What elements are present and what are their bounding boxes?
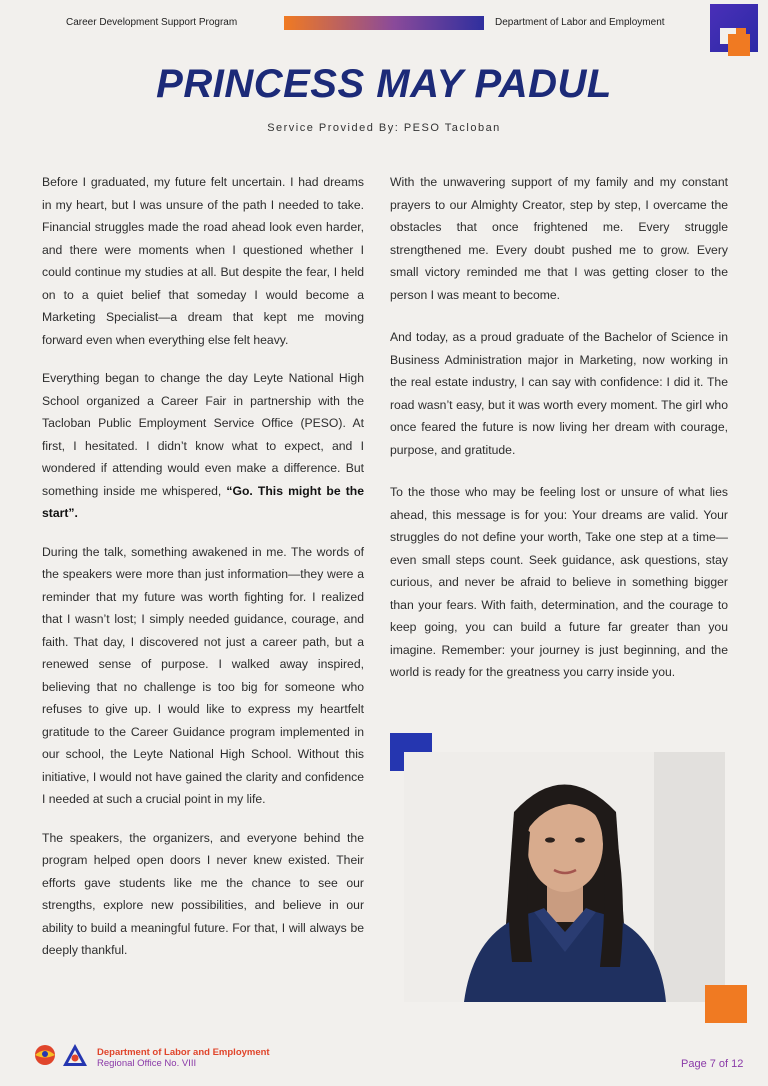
left-paragraph-2-text: Everything began to change the day Leyte National High School organized a Career Fair in partnership with the Tacloban Public Employment Service Office (PESO). At first, I hesitated. I didn’t know what to expect, and I wondered if attending would even make a difference. But something inside me whispered,: [42, 371, 364, 498]
page-number: Page 7 of 12: [681, 1058, 744, 1070]
page-subtitle: Service Provided By: PESO Tacloban: [267, 122, 501, 134]
portrait-illustration: [404, 752, 725, 1002]
footer-regional-office: Regional Office No. VIII: [97, 1058, 197, 1069]
portrait-photo: [404, 752, 725, 1002]
header-gradient-bar: [284, 16, 484, 30]
right-column: [390, 171, 728, 704]
left-paragraph-3: During the talk, something awakened in me. The words of the speakers were more than just information—they were a reminder that my future was worth fighting for. I realized that I wasn’t lost; I simply needed guidance, courage, and faith. That day, I discovered not just a career path, but a renewed sense of purpose. I walked away inspired, believing that no challenge is too big for someone who refuses to give up. I would like to express my heartfelt gratitude to the Career Guidance program implemented in our school, the Leyte National High School. Without this initiative, I would not have gained the clarity and confidence I needed at such a crucial point in my life.: [42, 544, 364, 806]
left-column: [42, 171, 364, 978]
corner-decoration-orange: [728, 34, 750, 56]
left-paragraph-2: [42, 367, 364, 525]
right-paragraph-2: And today, as a proud graduate of the Bachelor of Science in Business Administration major in Marketing, now working in the real estate industry, I can say with confidence: I did it. The road wasn’t easy, but it was worth every moment. The girl who once feared the future is now living her dream with courage, purpose, and gratitude.: [390, 330, 728, 457]
left-paragraph-1: Before I graduated, my future felt uncertain. I had dreams in my heart, but I was unsure of the path I needed to take. Financial struggles made the road ahead look even harder, and there were moments when I questioned whether I could continue my studies at all. But despite the fear, I held on to a quiet belief that someday I would become a Marketing Specialist—a dream that kept me moving forward even when everything else felt heavy.: [42, 175, 364, 347]
right-paragraph-1: With the unwavering support of my family and my constant prayers to our Almighty Creator, step by step, I overcame the obstacles that once frightened me. Every struggle strengthened me. Every doubt pushed me to grow. Every small victory reminded me that I was getting closer to the person I was meant to become.: [390, 175, 728, 302]
bagong-pilipinas-logo-icon: [32, 1044, 58, 1066]
right-paragraph-3: To the those who may be feeling lost or unsure of what lies ahead, this message is for you: Your dreams are valid. Your struggles do not define your worth, Take one step at a time—even small steps count. Seek guidance, ask questions, stay curious, and never be afraid to believe in something bigger than your fears. With faith, determination, and the courage to keep going, you can build a future far greater than you imagine. Remember: your journey is just beginning, and the world is ready for the greatness you carry inside you.: [390, 485, 728, 679]
header-department: Department of Labor and Employment: [495, 17, 665, 28]
dole-logo-icon: [62, 1043, 88, 1067]
footer-department: Department of Labor and Employment: [97, 1047, 270, 1058]
left-paragraph-4: The speakers, the organizers, and everyone behind the program helped open doors I never knew existed. Their efforts gave students like me the chance to see our strengths, explore new possibilities, and believe in our ability to build a meaningful future. For that, I will always be deeply thankful.: [42, 830, 364, 957]
photo-accent-orange: [705, 985, 747, 1023]
page-title: PRINCESS MAY PADUL: [156, 62, 612, 106]
header-program: Career Development Support Program: [66, 17, 238, 28]
highlight-quote: “Go. This might be the start”.: [42, 483, 364, 520]
corner-decoration-orange-dot: [736, 28, 746, 36]
